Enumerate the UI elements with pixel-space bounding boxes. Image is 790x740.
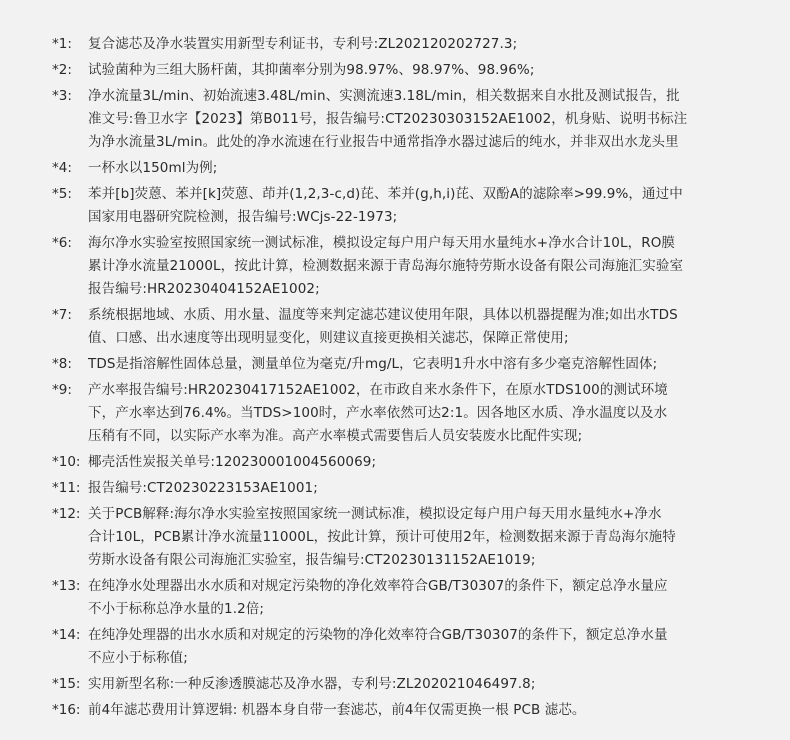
footnote-line: 合计10L，PCB累计净水流量11000L，按此计算，预计可使用2年，检测数据来源于青岛海尔施特 bbox=[88, 529, 676, 545]
footnote-text bbox=[88, 699, 728, 722]
footnote-9 bbox=[0, 379, 790, 448]
footnote-text bbox=[88, 379, 728, 448]
footnote-11 bbox=[0, 477, 790, 500]
footnote-5 bbox=[0, 183, 790, 229]
footnote-2 bbox=[0, 59, 790, 82]
footnote-marker: *3: bbox=[52, 88, 72, 104]
footnote-15 bbox=[0, 673, 790, 696]
footnote-marker: *5: bbox=[52, 186, 72, 202]
footnote-line: 在纯净水处理器出水水质和对规定污染物的净化效率符合GB/T30307的条件下，额定总净水量应 bbox=[88, 578, 668, 594]
footnote-line: 压稍有不同，以实际产水率为准。高产水率模式需要售后人员安装废水比配件实现; bbox=[88, 428, 583, 444]
footnote-line: 报告编号:CT20230223153AE1001; bbox=[88, 480, 318, 496]
footnote-marker: *14: bbox=[52, 627, 81, 643]
footnote-text bbox=[88, 157, 728, 180]
footnote-line: 系统根据地域、水质、用水量、温度等来判定滤芯建议使用年限，具体以机器提醒为准;如出水TDS bbox=[88, 307, 678, 323]
footnote-line: 不应小于标称值; bbox=[88, 650, 188, 666]
footnote-line: 累计净水流量21000L，按此计算，检测数据来源于青岛海尔施特劳斯水设备有限公司海施汇实验室 bbox=[88, 258, 684, 274]
footnote-line: 为净水流量3L/min。此处的净水流速在行业报告中通常指净水器过滤后的纯水，并非双出水龙头里 bbox=[88, 134, 679, 150]
footnote-line: 净水流量3L/min、初始流速3.48L/min、实测流速3.18L/min，相关数据来自水批及测试报告，批 bbox=[88, 88, 680, 104]
footnote-line: TDS是指溶解性固体总量，测量单位为毫克/升mg/L，它表明1升水中溶有多少毫克溶解性固体; bbox=[88, 356, 658, 372]
footnote-line: 一杯水以150ml为例; bbox=[88, 160, 218, 176]
footnote-line: 报告编号:HR20230404152AE1002; bbox=[88, 281, 320, 297]
footnote-marker: *2: bbox=[52, 62, 72, 78]
footnote-line: 前4年滤芯费用计算逻辑: 机器本身自带一套滤芯，前4年仅需更换一根 PCB 滤芯。 bbox=[88, 702, 586, 718]
footnote-marker: *9: bbox=[52, 382, 72, 398]
footnote-line: 海尔净水实验室按照国家统一测试标准，模拟设定每户用户每天用水量纯水+净水合计10L，RO膜 bbox=[88, 235, 676, 251]
footnote-8 bbox=[0, 353, 790, 376]
footnote-line: 下，产水率达到76.4%。当TDS>100时，产水率依然可达2:1。因各地区水质、净水温度以及水 bbox=[88, 405, 668, 421]
footnote-marker: *10: bbox=[52, 454, 81, 470]
footnote-12 bbox=[0, 503, 790, 572]
footnote-marker: *15: bbox=[52, 676, 81, 692]
footnote-7 bbox=[0, 304, 790, 350]
footnote-13 bbox=[0, 575, 790, 621]
footnote-line: 椰壳活性炭报关单号:120230001004560069; bbox=[88, 454, 377, 470]
footnote-marker: *11: bbox=[52, 480, 81, 496]
footnote-line: 复合滤芯及净水装置实用新型专利证书，专利号:ZL202120202727.3; bbox=[88, 36, 518, 52]
footnote-text bbox=[88, 477, 728, 500]
footnote-text bbox=[88, 304, 728, 350]
footnote-line: 不小于标称总净水量的1.2倍; bbox=[88, 601, 265, 617]
footnote-text bbox=[88, 451, 728, 474]
footnote-marker: *1: bbox=[52, 36, 72, 52]
footnote-text bbox=[88, 353, 728, 376]
footnote-line: 试验菌种为三组大肠杆菌，其抑菌率分别为98.97%、98.97%、98.96%; bbox=[88, 62, 535, 78]
footnote-line: 在纯净处理器的出水水质和对规定的污染物的净化效率符合GB/T30307的条件下，额定总净水量 bbox=[88, 627, 668, 643]
footnote-text bbox=[88, 575, 728, 621]
footnote-marker: *16: bbox=[52, 702, 81, 718]
footnote-marker: *12: bbox=[52, 506, 81, 522]
footnotes-list bbox=[0, 33, 790, 725]
footnote-marker: *7: bbox=[52, 307, 72, 323]
footnote-line: 产水率报告编号:HR20230417152AE1002，在市政自来水条件下，在原水TDS100的测试环境 bbox=[88, 382, 668, 398]
footnote-10 bbox=[0, 451, 790, 474]
footnote-6 bbox=[0, 232, 790, 301]
footnote-16 bbox=[0, 699, 790, 722]
footnote-line: 准文号:鲁卫水字【2023】第B011号，报告编号:CT20230303152AE1002，机身贴、说明书标注 bbox=[88, 111, 688, 127]
footnote-text bbox=[88, 624, 728, 670]
footnote-1 bbox=[0, 33, 790, 56]
footnote-line: 关于PCB解释:海尔净水实验室按照国家统一测试标准，模拟设定每户用户每天用水量纯水+净水 bbox=[88, 506, 662, 522]
footnote-text bbox=[88, 673, 728, 696]
footnote-text bbox=[88, 33, 728, 56]
footnote-3 bbox=[0, 85, 790, 154]
footnote-marker: *13: bbox=[52, 578, 81, 594]
footnote-line: 苯并[b]荧蒽、苯并[k]荧蒽、茚并(1,2,3-c,d)芘、苯并(g,h,i)芘、双酚A的滤除率>99.9%，通过中 bbox=[88, 186, 683, 202]
footnote-text bbox=[88, 85, 728, 154]
footnote-marker: *4: bbox=[52, 160, 72, 176]
footnote-line: 实用新型名称:一种反渗透膜滤芯及净水器，专利号:ZL202021046497.8; bbox=[88, 676, 536, 692]
footnote-text bbox=[88, 183, 728, 229]
footnote-line: 值、口感、出水速度等出现明显变化，则建议直接更换相关滤芯，保障正常使用; bbox=[88, 330, 569, 346]
footnote-text bbox=[88, 503, 728, 572]
footnote-text bbox=[88, 59, 728, 82]
footnote-marker: *8: bbox=[52, 356, 72, 372]
footnote-text bbox=[88, 232, 728, 301]
footnote-marker: *6: bbox=[52, 235, 72, 251]
footnote-line: 劳斯水设备有限公司海施汇实验室，报告编号:CT20230131152AE1019; bbox=[88, 552, 536, 568]
footnote-14 bbox=[0, 624, 790, 670]
footnote-line: 国家用电器研究院检测，报告编号:WCjs-22-1973; bbox=[88, 209, 398, 225]
footnote-4 bbox=[0, 157, 790, 180]
